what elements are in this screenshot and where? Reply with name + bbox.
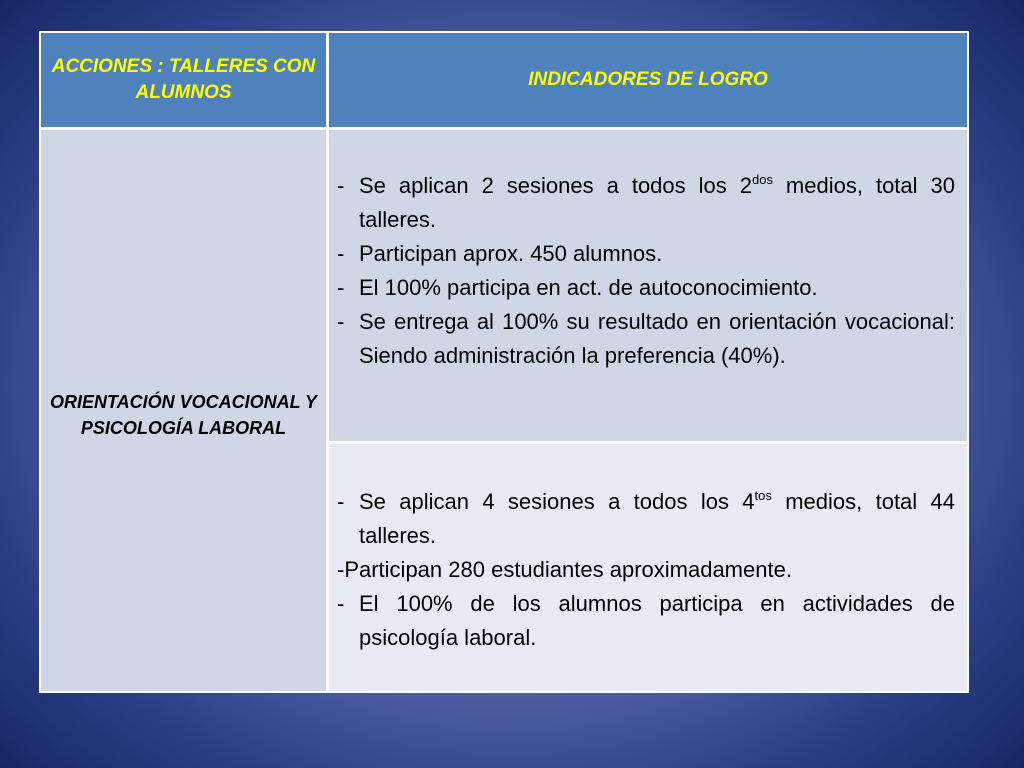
indicators-table: [39, 31, 969, 693]
header-acciones: [41, 33, 326, 127]
indicator-item: - Se entrega al 100% su resultado en orientación vocacional: Siendo administración la preferencia (40%).: [337, 305, 955, 373]
indicator-item: - Se aplican 2 sesiones a todos los $2^{dos}$ medios, total 30 talleres.: [337, 169, 955, 237]
action-cell: [41, 130, 326, 691]
indicators-block-2: [329, 444, 967, 691]
indicators-block-1: [329, 130, 967, 441]
action-label: ORIENTACIÓN VOCACIONAL Y PSICOLOGÍA LABORAL: [49, 391, 318, 438]
indicator-item: -Participan 280 estudiantes aproximadamente.: [337, 557, 792, 582]
header-indicadores-label: INDICADORES DE LOGRO: [528, 69, 768, 90]
bullet-dash: -: [337, 241, 345, 266]
indicator-item: - El 100% de los alumnos participa en actividades de psicología laboral.: [337, 587, 955, 655]
indicator-item: - El 100% participa en act. de autoconocimiento.: [337, 271, 955, 305]
header-indicadores: [329, 33, 967, 127]
header-acciones-label: ACCIONES : TALLERES CON ALUMNOS: [51, 56, 316, 103]
bullet-dash: -: [337, 591, 345, 616]
indicator-item: - Participan aprox. 450 alumnos.: [337, 237, 955, 271]
bullet-dash: -: [337, 173, 345, 198]
bullet-dash: -: [337, 275, 345, 300]
indicator-item: - Se aplican 4 sesiones a todos los $4^{tos}$ medios, total 44 talleres.: [337, 485, 955, 553]
bullet-dash: -: [337, 489, 345, 514]
bullet-dash: -: [337, 309, 345, 334]
